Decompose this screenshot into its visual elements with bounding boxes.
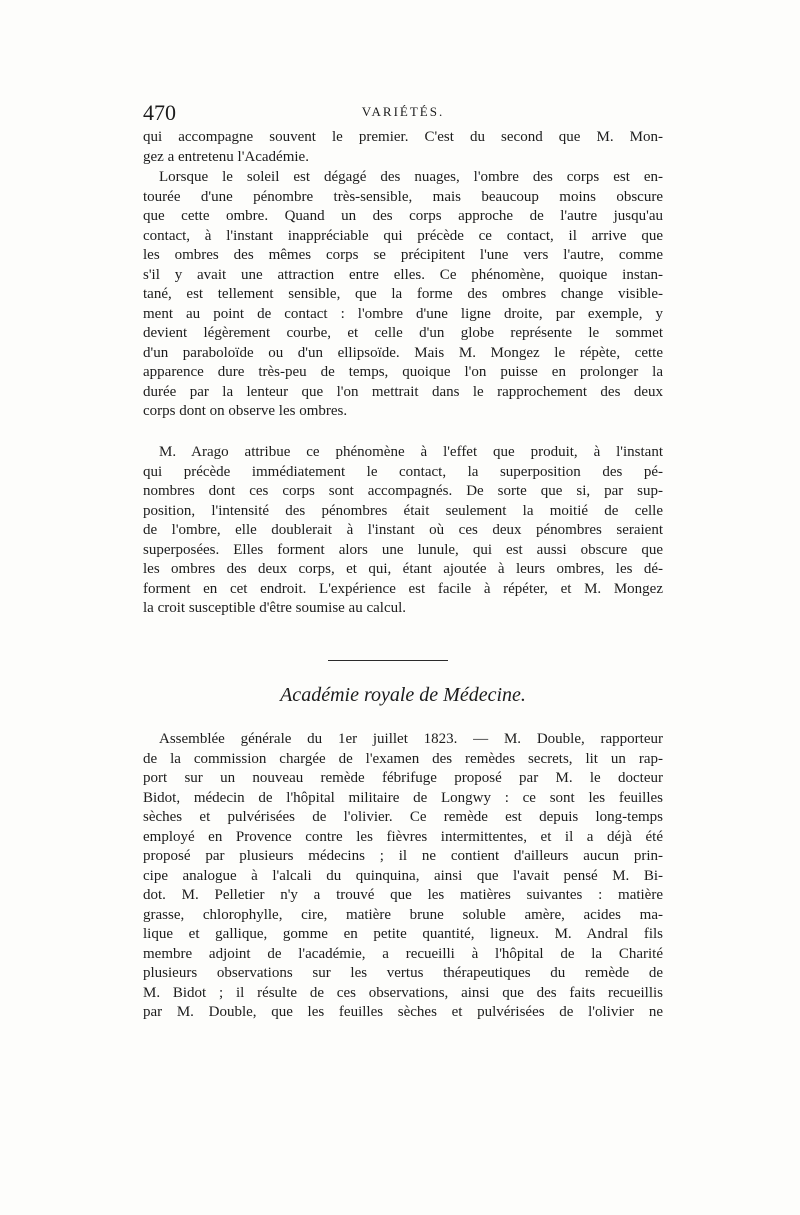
text-line: par M. Double, que les feuilles sèches et pulvérisées de l'olivier ne <box>143 1004 663 1020</box>
text-line: lique et gallique, gomme en petite quantité, ligneux. M. Andral fils <box>143 926 663 942</box>
text-line: de l'ombre, elle doublerait à l'instant où ces deux pénombres seraient <box>143 522 663 538</box>
text-line: les ombres des mêmes corps se précipitent l'une vers l'autre, comme <box>143 247 663 263</box>
text-line: employé en Provence contre les fièvres intermittentes, et il a déjà été <box>143 828 663 845</box>
text-line: proposé par plusieurs médecins ; il ne contient d'ailleurs aucun prin- <box>143 848 663 864</box>
text-line: les ombres des deux corps, et qui, étant ajoutée à leurs ombres, les dé- <box>143 561 663 577</box>
text-line: ment au point de contact : l'ombre d'une ligne droite, par exemple, y <box>143 305 663 322</box>
paragraph-mongez-end <box>143 128 663 167</box>
paragraph-arago <box>143 443 663 619</box>
text-line: de la commission chargée de l'examen des remèdes secrets, lit un rap- <box>143 750 663 767</box>
text-line: port sur un nouveau remède fébrifuge proposé par M. le docteur <box>143 770 663 786</box>
text-line: qui précède immédiatement le contact, la superposition des pé- <box>143 463 663 480</box>
paragraph-shadows <box>143 168 663 422</box>
text-line: superposées. Elles forment alors une lunule, qui est aussi obscure que <box>143 541 663 558</box>
section-divider <box>328 660 448 661</box>
text-line: gez a entretenu l'Académie. <box>143 148 309 165</box>
text-line: forment en cet endroit. L'expérience est facile à répéter, et M. Mongez <box>143 580 663 597</box>
text-line: durée par la lenteur que l'on mettrait dans le rapprochement des deux <box>143 383 663 400</box>
section-title: Académie royale de Médecine. <box>280 684 526 706</box>
text-line: grasse, chlorophylle, cire, matière brune soluble amère, acides ma- <box>143 906 663 923</box>
page-number: 470 <box>143 100 176 125</box>
text-line: tourée d'une pénombre très-sensible, mais beaucoup moins obscure <box>143 188 663 205</box>
text-line: tané, est tellement sensible, que la forme des ombres change visible- <box>143 286 663 302</box>
text-line: M. Bidot ; il résulte de ces observations, ainsi que des faits recueillis <box>143 984 663 1001</box>
text-line: que cette ombre. Quand un des corps approche de l'autre jusqu'au <box>143 208 663 224</box>
text-line: nombres dont ces corps sont accompagnés. De sorte que si, par sup- <box>143 483 663 499</box>
text-line: apparence dure très-peu de temps, quoique l'on puisse en prolonger la <box>143 364 663 380</box>
text-line: position, l'intensité des pénombres était seulement la moitié de celle <box>143 502 663 519</box>
text-line: Assemblée générale du 1er juillet 1823. — M. Double, rapporteur <box>159 731 663 747</box>
text-line: devient légèrement courbe, et celle d'un globe représente le sommet <box>143 325 663 341</box>
text-line: contact, à l'instant inappréciable qui précède ce contact, il arrive que <box>143 227 663 244</box>
text-line: plusieurs observations sur les vertus thérapeutiques du remède de <box>143 965 663 981</box>
page-header <box>143 100 663 126</box>
text-line: corps dont on observe les ombres. <box>143 403 348 419</box>
text-line: d'un paraboloïde ou d'un ellipsoïde. Mais M. Mongez le répète, cette <box>143 344 663 361</box>
text-line: cipe analogue à l'alcali du quinquina, ainsi que l'avait pensé M. Bi- <box>143 867 663 884</box>
text-line: Bidot, médecin de l'hôpital militaire de Longwy : ce sont les feuilles <box>143 789 663 806</box>
text-line: Lorsque le soleil est dégagé des nuages, l'ombre des corps est en- <box>159 169 663 185</box>
text-line: la croit susceptible d'être soumise au calcul. <box>143 600 407 616</box>
text-line: dot. M. Pelletier n'y a trouvé que les matières suivantes : matière <box>143 887 663 903</box>
running-title: VARIÉTÉS. <box>361 104 445 119</box>
text-line: M. Arago attribue ce phénomène à l'effet que produit, à l'instant <box>159 444 663 460</box>
text-line: sèches et pulvérisées de l'olivier. Ce remède est depuis long-temps <box>143 809 663 825</box>
paragraph-academy-medicine <box>143 730 663 1023</box>
text-line: s'il y avait une attraction entre elles. Ce phénomène, quoique instan- <box>143 266 663 283</box>
text-line: qui accompagne souvent le premier. C'est du second que M. Mon- <box>143 129 663 145</box>
text-line: membre adjoint de l'académie, a recueilli à l'hôpital de la Charité <box>143 945 663 962</box>
